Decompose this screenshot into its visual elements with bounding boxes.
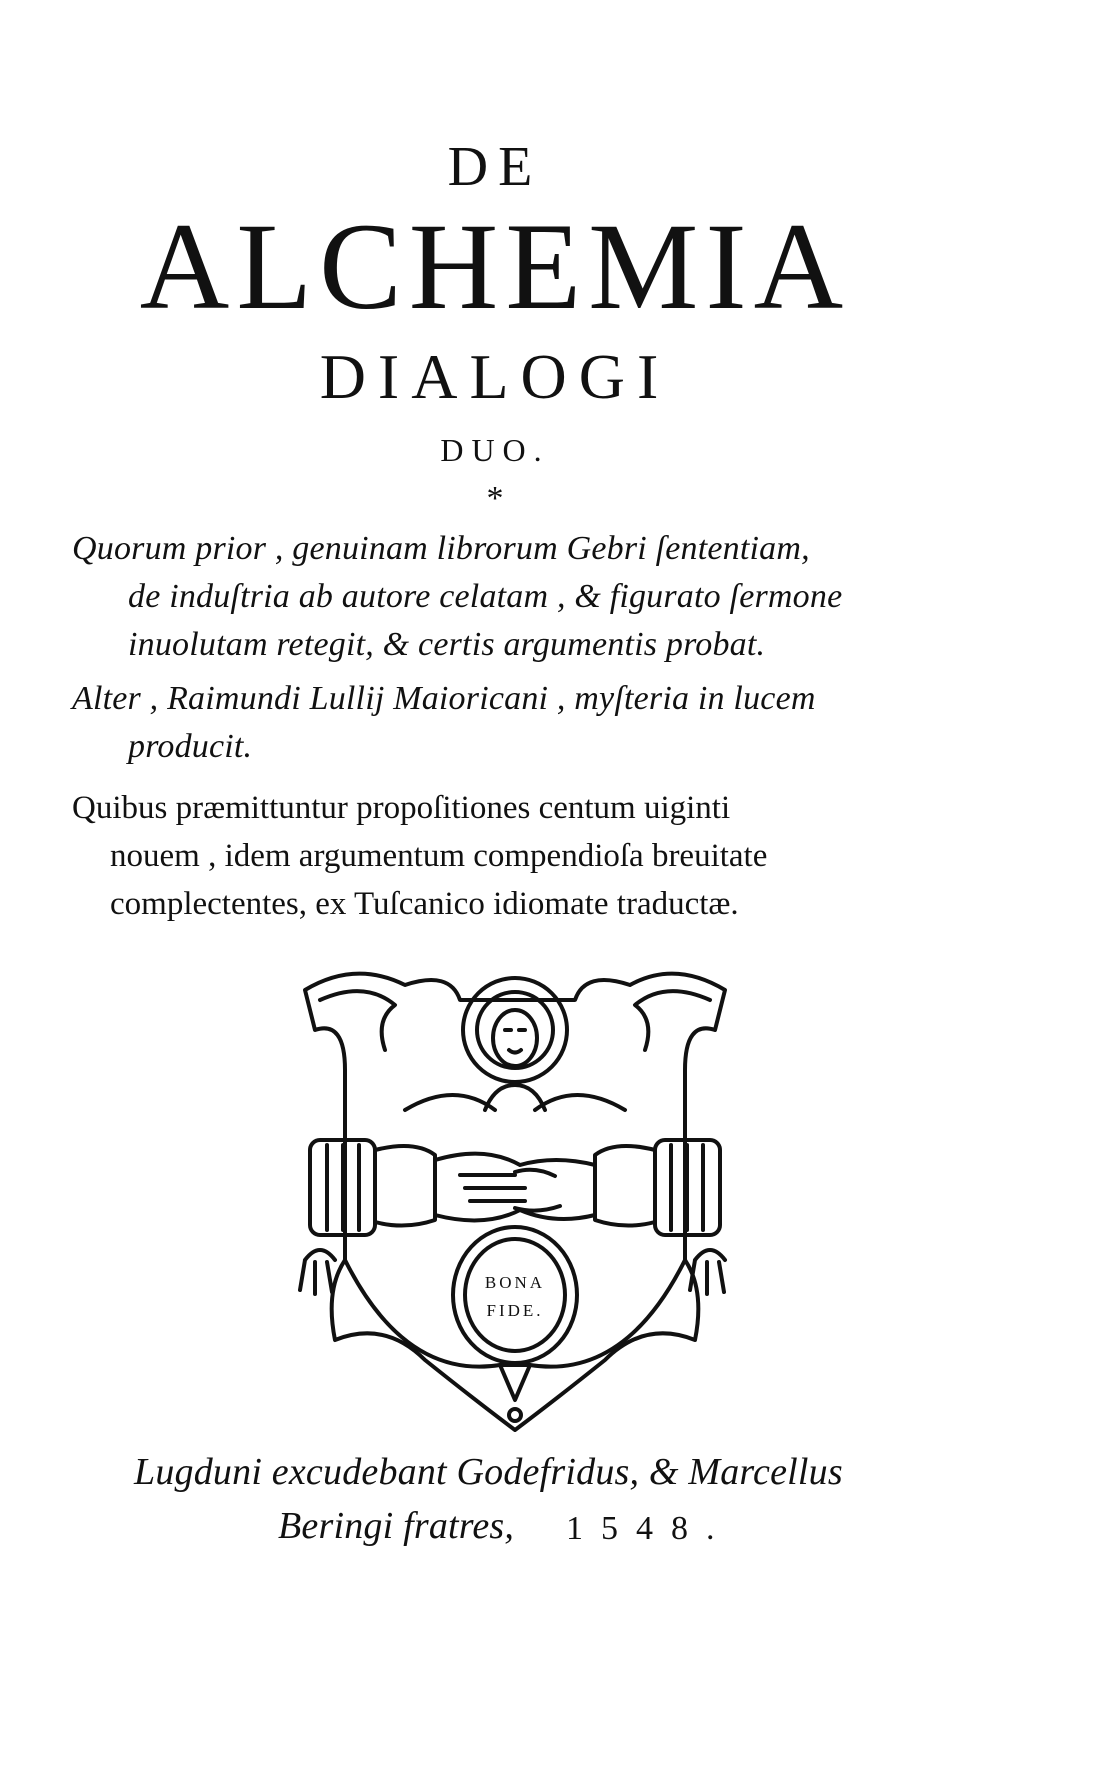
imprint-line-1: Lugduni excudebant Godefridus, & Marcellus <box>134 1451 843 1493</box>
description-propositiones-line-3: complectentes, ex Tuſcanico idiomate traductæ. <box>110 886 739 922</box>
imprint-year: 1548. <box>566 1510 733 1547</box>
title-line-de: DE <box>447 136 543 198</box>
description-prior-line-2: de induſtria ab autore celatam , & figurato ſermone <box>128 578 843 615</box>
description-alter-line-2: producit. <box>128 728 253 765</box>
motto-line-1: BONA <box>484 1273 546 1292</box>
description-propositiones-line-1: Quibus præmittuntur propoſitiones centum uiginti <box>72 790 731 826</box>
description-prior-line-1: Quorum prior , genuinam librorum Gebri ſententiam, <box>72 530 810 567</box>
description-alter-line-1: Alter , Raimundi Lullij Maioricani , myſteria in lucem <box>72 680 816 717</box>
description-propositiones-line-2: nouem , idem argumentum compendioſa breuitate <box>110 838 768 874</box>
motto-line-2: FIDE. <box>486 1301 544 1320</box>
asterisk-ornament: * <box>486 480 504 517</box>
imprint-line-2: Beringi fratres, <box>278 1505 515 1547</box>
title-line-duo: DUO. <box>440 432 550 468</box>
title-line-dialogi: DIALOGI <box>319 341 671 412</box>
title-line-alchemia: ALCHEMIA <box>139 198 851 335</box>
printers-device-icon <box>285 960 745 1440</box>
description-prior-line-3: inuolutam retegit, & certis argumentis probat. <box>128 626 766 663</box>
